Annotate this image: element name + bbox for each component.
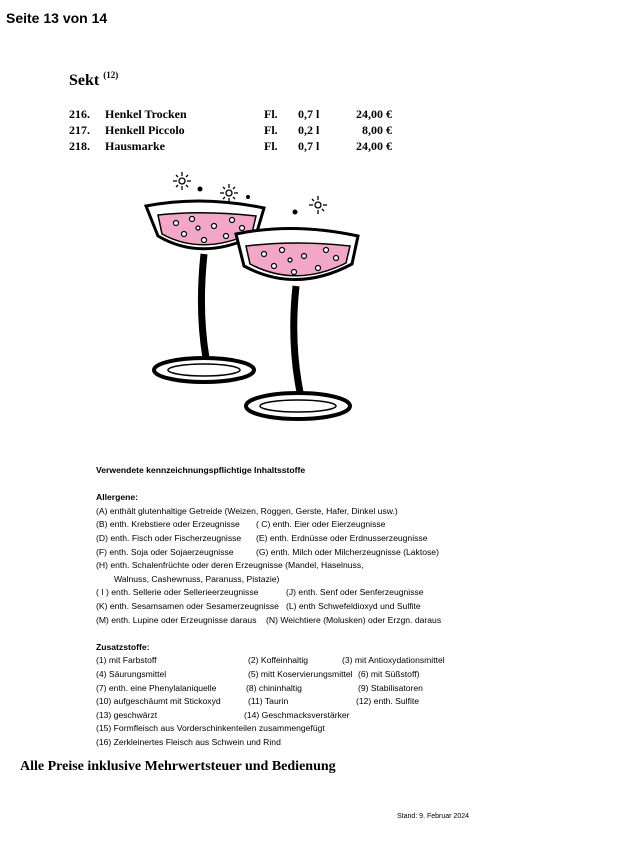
additive-entry: (3) mit Antioxydationsmittel bbox=[342, 655, 445, 666]
allergen-entry: (G) enth. Milch oder Milcherzeugnisse (Laktose) bbox=[256, 546, 439, 557]
allergen-line bbox=[96, 614, 526, 628]
allergen-entry: Walnuss, Cashewnuss, Paranuss, Pistazie) bbox=[114, 573, 280, 584]
item-volume: 0,7 l bbox=[298, 107, 320, 121]
item-price: 24,00 € bbox=[356, 107, 392, 121]
allergen-line bbox=[96, 559, 526, 573]
additive-line bbox=[96, 654, 526, 668]
additive-entry: (11) Taurin bbox=[248, 696, 289, 707]
allergen-entry: (L) enth Schwefeldioxyd und Sulfite bbox=[286, 600, 421, 611]
additive-line bbox=[96, 722, 526, 736]
allergen-line bbox=[96, 586, 526, 600]
additive-entry: (4) Säurungsmittel bbox=[96, 668, 167, 679]
item-number: 217. bbox=[69, 123, 90, 137]
item-name: Hausmarke bbox=[105, 139, 165, 153]
ingredients-legend bbox=[96, 464, 526, 749]
sparkle-icon bbox=[173, 172, 191, 190]
item-volume: 0,2 l bbox=[298, 123, 320, 137]
right-glass bbox=[236, 228, 358, 419]
allergen-line bbox=[96, 518, 526, 532]
section-title bbox=[69, 70, 118, 90]
additive-entry: (2) Koffeinhaltig bbox=[248, 655, 309, 666]
left-glass bbox=[146, 201, 264, 382]
item-unit: Fl. bbox=[264, 123, 278, 137]
item-name: Henkel Trocken bbox=[105, 107, 187, 121]
allergen-entry: (A) enthält glutenhaltige Getreide (Weizen, Roggen, Gerste, Hafer, Dinkel usw.) bbox=[96, 505, 398, 516]
allergen-entry: (N) Weichtiere (Molusken) oder Erzgn. daraus bbox=[266, 614, 442, 625]
allergen-line bbox=[96, 600, 526, 614]
allergen-entry: (E) enth. Erdnüsse oder Erdnusserzeugnisse bbox=[256, 532, 428, 543]
additive-entry: (15) Formfleisch aus Vorderschinkenteilen zusammengefügt bbox=[96, 723, 325, 734]
champagne-glasses-illustration bbox=[132, 170, 362, 455]
sparkle-icon bbox=[220, 184, 238, 202]
item-number: 216. bbox=[69, 107, 90, 121]
allergen-entry: (D) enth. Fisch oder Fischerzeugnisse bbox=[96, 532, 242, 543]
item-unit: Fl. bbox=[264, 107, 278, 121]
menu-item bbox=[69, 138, 399, 154]
allergen-entry: (H) enth. Schalenfrüchte oder deren Erzeugnisse (Mandel, Haselnuss, bbox=[96, 560, 364, 571]
allergen-entry: ( C) enth. Eier oder Eierzeugnisse bbox=[256, 519, 386, 530]
allergen-line bbox=[96, 505, 526, 519]
additive-line bbox=[96, 709, 526, 723]
page-number: Seite 13 von 14 bbox=[6, 10, 108, 26]
additive-entry: (6) mit Süßstoff) bbox=[358, 668, 420, 679]
additive-entry: (16) Zerkleinertes Fleisch aus Schwein und Rind bbox=[96, 736, 281, 747]
additive-line bbox=[96, 668, 526, 682]
additive-entry: (5) mitt Koservierungsmittel bbox=[248, 668, 353, 679]
item-price: 24,00 € bbox=[356, 139, 392, 153]
allergen-entry: (B) enth. Krebstiere oder Erzeugnisse bbox=[96, 519, 240, 530]
stand-date: Stand: 9. Februar 2024 bbox=[397, 813, 469, 820]
menu-item bbox=[69, 106, 399, 122]
additive-line bbox=[96, 695, 526, 709]
additive-entry: (14) Geschmacksverstärker bbox=[244, 709, 350, 720]
price-notice: Alle Preise inklusive Mehrwertsteuer und Bedienung bbox=[20, 759, 336, 774]
additive-entry: (1) mit Farbstoff bbox=[96, 655, 157, 666]
additive-entry: (9) Stabilisatoren bbox=[358, 682, 423, 693]
allergen-line bbox=[96, 532, 526, 546]
item-number: 218. bbox=[69, 139, 90, 153]
allergen-entry: (M) enth. Lupine oder Erzeugnisse daraus bbox=[96, 614, 257, 625]
allergen-line bbox=[96, 573, 526, 587]
item-unit: Fl. bbox=[264, 139, 278, 153]
menu-list bbox=[69, 106, 399, 154]
allergen-entry: (F) enth. Soja oder Sojaerzeugnisse bbox=[96, 546, 234, 557]
section-title-text: Sekt bbox=[69, 72, 100, 89]
ingredients-heading: Verwendete kennzeichnungspflichtige Inhaltsstoffe bbox=[96, 465, 306, 475]
sparkle-icon bbox=[309, 196, 327, 214]
allergens-heading: Allergene: bbox=[96, 492, 139, 503]
allergen-entry: (K) enth. Sesamsamen oder Sesamerzeugnisse bbox=[96, 600, 279, 611]
item-volume: 0,7 l bbox=[298, 139, 320, 153]
additive-entry: (7) enth. eine Phenylalaniquelle bbox=[96, 682, 217, 693]
allergen-entry: (J) enth. Senf oder Senferzeugnisse bbox=[286, 587, 424, 598]
allergen-line bbox=[96, 546, 526, 560]
menu-item bbox=[69, 122, 399, 138]
section-title-note: (12) bbox=[103, 70, 119, 80]
additive-line bbox=[96, 736, 526, 750]
additive-entry: (8) chininhaltig bbox=[246, 682, 302, 693]
additive-entry: (12) enth. Sulfite bbox=[356, 696, 420, 707]
additives-heading: Zusatzstoffe: bbox=[96, 641, 150, 652]
item-price: 8,00 € bbox=[362, 123, 392, 137]
additive-entry: (10) aufgeschäumt mit Stickoxyd bbox=[96, 696, 221, 707]
additive-entry: (13) geschwärzt bbox=[96, 709, 158, 720]
additive-line bbox=[96, 682, 526, 696]
item-name: Henkell Piccolo bbox=[105, 123, 185, 137]
allergen-entry: ( I ) enth. Sellerie oder Sellerieerzeugnisse bbox=[96, 587, 259, 598]
